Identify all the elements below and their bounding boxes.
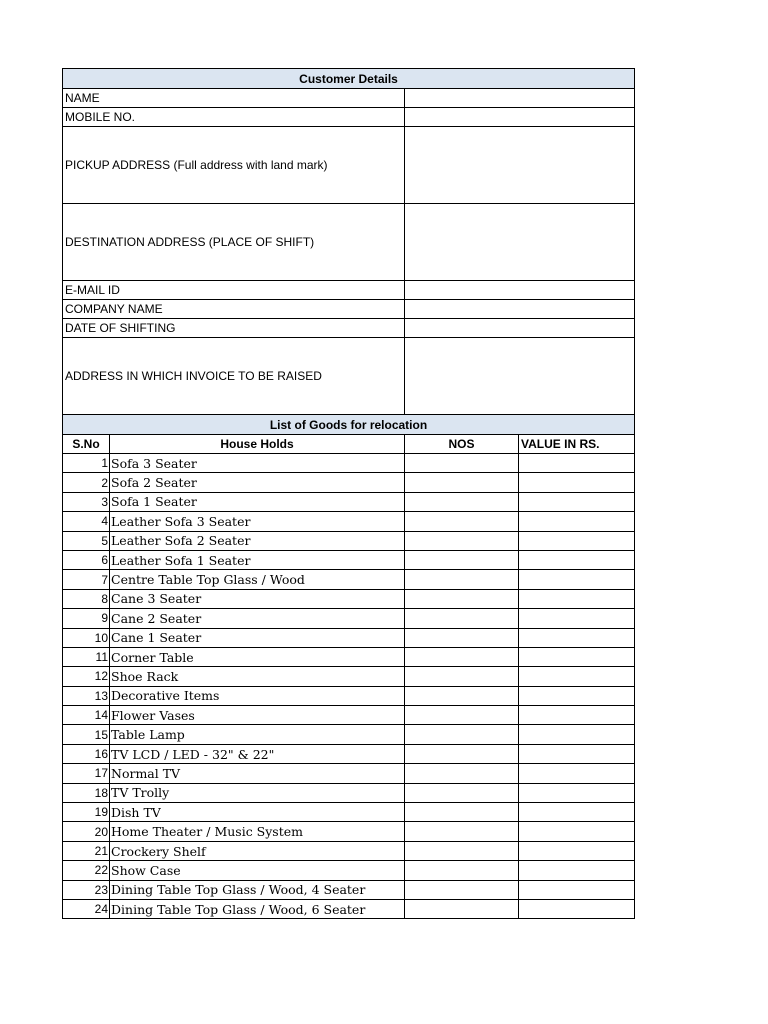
row-item: Leather Sofa 3 Seater [110, 512, 405, 531]
row-item: Dish TV [110, 803, 405, 822]
table-row [63, 783, 635, 802]
table-row [63, 589, 635, 608]
row-value-cell[interactable] [519, 531, 635, 550]
table-row [63, 609, 635, 628]
row-nos-cell[interactable] [405, 473, 519, 492]
row-nos-cell[interactable] [405, 725, 519, 744]
row-value-cell[interactable] [519, 744, 635, 763]
row-item: Normal TV [110, 764, 405, 783]
goods-list [63, 454, 635, 919]
name-field[interactable] [405, 89, 635, 108]
row-nos-cell[interactable] [405, 454, 519, 473]
row-value-cell[interactable] [519, 861, 635, 880]
row-nos-cell[interactable] [405, 550, 519, 569]
row-value-cell[interactable] [519, 589, 635, 608]
customer-details-table [62, 68, 635, 919]
row-sno: 21 [63, 841, 110, 860]
value-header: VALUE IN RS. [519, 435, 635, 454]
row-item: Dining Table Top Glass / Wood, 6 Seater [110, 899, 405, 918]
row-sno: 15 [63, 725, 110, 744]
table-row [63, 841, 635, 860]
company-name-field[interactable] [405, 300, 635, 319]
row-sno: 22 [63, 861, 110, 880]
row-item: Cane 3 Seater [110, 589, 405, 608]
row-value-cell[interactable] [519, 725, 635, 744]
name-label: NAME [63, 89, 405, 108]
row-sno: 12 [63, 667, 110, 686]
row-sno: 5 [63, 531, 110, 550]
destination-address-field[interactable] [405, 204, 635, 281]
row-value-cell[interactable] [519, 667, 635, 686]
row-sno: 1 [63, 454, 110, 473]
row-nos-cell[interactable] [405, 628, 519, 647]
row-value-cell[interactable] [519, 647, 635, 666]
row-nos-cell[interactable] [405, 647, 519, 666]
row-nos-cell[interactable] [405, 744, 519, 763]
row-sno: 14 [63, 706, 110, 725]
row-sno: 11 [63, 647, 110, 666]
row-value-cell[interactable] [519, 628, 635, 647]
row-nos-cell[interactable] [405, 764, 519, 783]
row-sno: 4 [63, 512, 110, 531]
row-item: TV LCD / LED - 32" & 22" [110, 744, 405, 763]
mobile-label: MOBILE NO. [63, 108, 405, 127]
table-row [63, 706, 635, 725]
row-nos-cell[interactable] [405, 492, 519, 511]
relocation-form [62, 68, 634, 919]
row-item: Home Theater / Music System [110, 822, 405, 841]
table-row [63, 628, 635, 647]
row-value-cell[interactable] [519, 764, 635, 783]
date-of-shifting-field[interactable] [405, 319, 635, 338]
sno-header: S.No [63, 435, 110, 454]
row-sno: 19 [63, 803, 110, 822]
row-value-cell[interactable] [519, 609, 635, 628]
row-nos-cell[interactable] [405, 570, 519, 589]
destination-address-label: DESTINATION ADDRESS (PLACE OF SHIFT) [63, 204, 405, 281]
email-field[interactable] [405, 281, 635, 300]
row-sno: 9 [63, 609, 110, 628]
goods-list-title: List of Goods for relocation [63, 415, 635, 435]
table-row [63, 686, 635, 705]
row-sno: 24 [63, 899, 110, 918]
house-holds-header: House Holds [110, 435, 405, 454]
row-value-cell[interactable] [519, 512, 635, 531]
row-item: Cane 1 Seater [110, 628, 405, 647]
table-row [63, 803, 635, 822]
row-nos-cell[interactable] [405, 880, 519, 899]
date-of-shifting-label: DATE OF SHIFTING [63, 319, 405, 338]
company-name-label: COMPANY NAME [63, 300, 405, 319]
table-row [63, 861, 635, 880]
row-nos-cell[interactable] [405, 531, 519, 550]
row-item: TV Trolly [110, 783, 405, 802]
table-row [63, 744, 635, 763]
row-value-cell[interactable] [519, 803, 635, 822]
row-item: Sofa 2 Seater [110, 473, 405, 492]
row-item: Cane 2 Seater [110, 609, 405, 628]
row-item: Sofa 3 Seater [110, 454, 405, 473]
row-item: Sofa 1 Seater [110, 492, 405, 511]
row-sno: 16 [63, 744, 110, 763]
pickup-address-field[interactable] [405, 127, 635, 204]
table-row [63, 512, 635, 531]
table-row [63, 531, 635, 550]
row-value-cell[interactable] [519, 473, 635, 492]
table-row [63, 570, 635, 589]
row-item: Shoe Rack [110, 667, 405, 686]
row-item: Leather Sofa 2 Seater [110, 531, 405, 550]
row-nos-cell[interactable] [405, 899, 519, 918]
row-value-cell[interactable] [519, 550, 635, 569]
row-nos-cell[interactable] [405, 512, 519, 531]
row-sno: 2 [63, 473, 110, 492]
row-sno: 7 [63, 570, 110, 589]
table-row [63, 880, 635, 899]
row-sno: 23 [63, 880, 110, 899]
table-row [63, 550, 635, 569]
nos-header: NOS [405, 435, 519, 454]
table-row [63, 764, 635, 783]
row-item: Leather Sofa 1 Seater [110, 550, 405, 569]
table-row [63, 725, 635, 744]
row-item: Show Case [110, 861, 405, 880]
row-sno: 13 [63, 686, 110, 705]
customer-details-title: Customer Details [63, 69, 635, 89]
email-label: E-MAIL ID [63, 281, 405, 300]
row-sno: 17 [63, 764, 110, 783]
row-sno: 10 [63, 628, 110, 647]
table-row [63, 647, 635, 666]
invoice-address-label: ADDRESS IN WHICH INVOICE TO BE RAISED [63, 338, 405, 415]
table-row [63, 492, 635, 511]
row-nos-cell[interactable] [405, 783, 519, 802]
table-row [63, 899, 635, 918]
row-item: Crockery Shelf [110, 841, 405, 860]
row-nos-cell[interactable] [405, 706, 519, 725]
row-nos-cell[interactable] [405, 822, 519, 841]
invoice-address-field[interactable] [405, 338, 635, 415]
row-sno: 3 [63, 492, 110, 511]
row-item: Flower Vases [110, 706, 405, 725]
table-row [63, 667, 635, 686]
row-value-cell[interactable] [519, 841, 635, 860]
row-item: Dining Table Top Glass / Wood, 4 Seater [110, 880, 405, 899]
table-row [63, 822, 635, 841]
row-sno: 8 [63, 589, 110, 608]
row-nos-cell[interactable] [405, 667, 519, 686]
row-sno: 20 [63, 822, 110, 841]
table-row [63, 454, 635, 473]
row-item: Centre Table Top Glass / Wood [110, 570, 405, 589]
row-item: Decorative Items [110, 686, 405, 705]
row-value-cell[interactable] [519, 783, 635, 802]
pickup-address-label: PICKUP ADDRESS (Full address with land mark) [63, 127, 405, 204]
row-nos-cell[interactable] [405, 686, 519, 705]
row-value-cell[interactable] [519, 492, 635, 511]
mobile-field[interactable] [405, 108, 635, 127]
row-value-cell[interactable] [519, 706, 635, 725]
row-nos-cell[interactable] [405, 589, 519, 608]
row-item: Table Lamp [110, 725, 405, 744]
row-nos-cell[interactable] [405, 803, 519, 822]
row-nos-cell[interactable] [405, 861, 519, 880]
row-item: Corner Table [110, 647, 405, 666]
row-value-cell[interactable] [519, 686, 635, 705]
row-nos-cell[interactable] [405, 609, 519, 628]
row-value-cell[interactable] [519, 822, 635, 841]
row-sno: 18 [63, 783, 110, 802]
table-row [63, 473, 635, 492]
row-value-cell[interactable] [519, 570, 635, 589]
row-nos-cell[interactable] [405, 841, 519, 860]
row-value-cell[interactable] [519, 454, 635, 473]
row-value-cell[interactable] [519, 880, 635, 899]
row-sno: 6 [63, 550, 110, 569]
row-value-cell[interactable] [519, 899, 635, 918]
